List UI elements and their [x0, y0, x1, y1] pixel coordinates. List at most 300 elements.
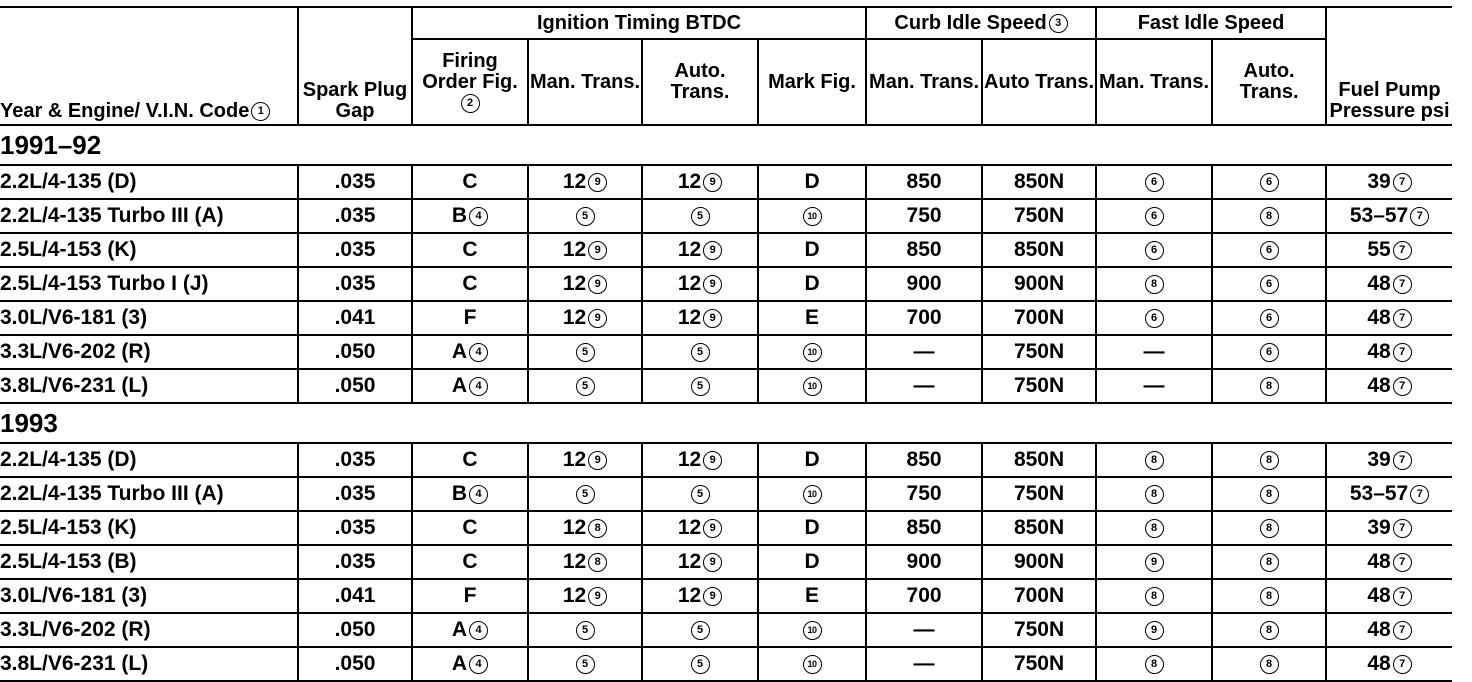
cell-value: .035	[334, 272, 376, 295]
header-fuel-pump: Fuel Pump Pressure psi	[1326, 7, 1452, 125]
cell-value: 850N	[1013, 448, 1065, 471]
cell-fuel-pump	[1326, 443, 1452, 477]
cell-value: 48	[1367, 272, 1391, 295]
cell-value: B	[451, 204, 468, 227]
footnote-marker: 7	[1393, 451, 1412, 470]
footnote-marker: 10	[803, 343, 822, 362]
cell-fast-man-trans	[1096, 545, 1212, 579]
cell-engine: 3.0L/V6-181 (3)	[0, 301, 298, 335]
cell-curb-man-trans	[866, 233, 982, 267]
cell-fuel-pump	[1326, 477, 1452, 511]
footnote-marker: 4	[469, 621, 488, 640]
cell-value: 12	[562, 170, 587, 193]
cell-value: 850	[906, 170, 942, 193]
cell-value: .050	[334, 340, 376, 363]
footnote-marker: 2	[461, 94, 480, 113]
cell-value: —	[913, 652, 935, 675]
cell-value: 39	[1367, 448, 1391, 471]
cell-value: 48	[1367, 618, 1391, 641]
table-row	[0, 443, 1452, 477]
cell-fast-auto-trans	[1212, 267, 1326, 301]
cell-curb-auto-trans	[982, 335, 1096, 369]
cell-curb-auto-trans	[982, 545, 1096, 579]
cell-value: 48	[1367, 306, 1391, 329]
cell-firing-order	[412, 647, 528, 681]
footnote-marker: 8	[1260, 655, 1279, 674]
footnote-marker: 9	[588, 309, 607, 328]
cell-value: —	[1143, 340, 1165, 363]
cell-value: 12	[677, 516, 702, 539]
cell-firing-order	[412, 165, 528, 199]
cell-value: 850	[906, 238, 942, 261]
cell-value: C	[462, 272, 478, 295]
cell-value: 850	[906, 516, 942, 539]
cell-engine: 2.5L/4-153 Turbo I (J)	[0, 267, 298, 301]
cell-curb-auto-trans	[982, 647, 1096, 681]
footnote-marker: 4	[469, 343, 488, 362]
header-curb-idle	[866, 7, 1096, 39]
tune-up-spec-table	[0, 6, 1452, 682]
footnote-marker: 9	[703, 519, 722, 538]
cell-value: 12	[562, 306, 587, 329]
cell-value: D	[804, 272, 820, 295]
cell-value: .035	[334, 550, 376, 573]
cell-value: 39	[1367, 516, 1391, 539]
cell-firing-order	[412, 443, 528, 477]
cell-value: A	[451, 374, 468, 397]
footnote-marker: 6	[1145, 309, 1164, 328]
cell-curb-man-trans	[866, 335, 982, 369]
header-ign-man-trans: Man. Trans.	[528, 39, 642, 125]
cell-ign-auto-trans	[642, 335, 758, 369]
cell-value: .050	[334, 652, 376, 675]
footnote-marker: 4	[469, 485, 488, 504]
cell-engine: 2.5L/4-153 (B)	[0, 545, 298, 579]
footnote-marker: 8	[588, 553, 607, 572]
cell-fast-auto-trans	[1212, 647, 1326, 681]
cell-fast-man-trans	[1096, 443, 1212, 477]
cell-curb-man-trans	[866, 579, 982, 613]
footnote-marker: 8	[1260, 451, 1279, 470]
header-ign-auto-trans: Auto. Trans.	[642, 39, 758, 125]
footnote-marker: 7	[1393, 519, 1412, 538]
cell-engine: 2.5L/4-153 (K)	[0, 233, 298, 267]
cell-ign-man-trans	[528, 335, 642, 369]
cell-firing-order	[412, 545, 528, 579]
cell-spark-plug-gap	[298, 613, 412, 647]
cell-value: D	[804, 448, 820, 471]
cell-ign-man-trans	[528, 165, 642, 199]
cell-ign-auto-trans	[642, 647, 758, 681]
footnote-marker: 7	[1393, 655, 1412, 674]
table-row	[0, 335, 1452, 369]
footnote-marker: 7	[1393, 343, 1412, 362]
cell-value: 12	[562, 448, 587, 471]
cell-mark-fig	[758, 647, 866, 681]
footnote-marker: 8	[1145, 275, 1164, 294]
cell-curb-man-trans	[866, 477, 982, 511]
cell-ign-man-trans	[528, 369, 642, 403]
cell-value: D	[804, 516, 820, 539]
cell-mark-fig	[758, 233, 866, 267]
footnote-marker: 10	[803, 485, 822, 504]
cell-value: 750N	[1013, 618, 1065, 641]
cell-value: .050	[334, 618, 376, 641]
cell-value: 12	[562, 272, 587, 295]
table-row	[0, 579, 1452, 613]
footnote-marker: 8	[1260, 207, 1279, 226]
cell-fuel-pump	[1326, 335, 1452, 369]
footnote-marker: 8	[1145, 519, 1164, 538]
cell-fast-man-trans	[1096, 477, 1212, 511]
cell-fuel-pump	[1326, 369, 1452, 403]
footnote-marker: 9	[588, 451, 607, 470]
header-mark-fig: Mark Fig.	[758, 39, 866, 125]
footnote-marker: 8	[1145, 587, 1164, 606]
cell-firing-order	[412, 477, 528, 511]
year-heading: 1993	[0, 407, 58, 438]
cell-mark-fig	[758, 335, 866, 369]
cell-spark-plug-gap	[298, 647, 412, 681]
cell-value: F	[463, 584, 477, 607]
footnote-marker: 6	[1260, 241, 1279, 260]
footnote-marker: 5	[576, 485, 595, 504]
footnote-marker: 5	[576, 343, 595, 362]
footnote-marker: 8	[1260, 587, 1279, 606]
footnote-marker: 5	[576, 621, 595, 640]
cell-engine: 3.3L/V6-202 (R)	[0, 613, 298, 647]
header-firing-order	[412, 39, 528, 125]
cell-fuel-pump	[1326, 613, 1452, 647]
year-heading: 1991–92	[0, 129, 102, 160]
footnote-marker: 6	[1260, 173, 1279, 192]
cell-fast-auto-trans	[1212, 301, 1326, 335]
footnote-marker: 7	[1393, 309, 1412, 328]
cell-value: 12	[562, 238, 587, 261]
footnote-marker: 5	[576, 377, 595, 396]
header-fast-man-trans: Man. Trans.	[1096, 39, 1212, 125]
footnote-marker: 4	[469, 655, 488, 674]
cell-firing-order	[412, 579, 528, 613]
cell-value: 48	[1367, 584, 1391, 607]
cell-spark-plug-gap	[298, 477, 412, 511]
cell-ign-auto-trans	[642, 165, 758, 199]
cell-value: 850	[906, 448, 942, 471]
cell-value: A	[451, 652, 468, 675]
footnote-marker: 7	[1393, 173, 1412, 192]
cell-fast-man-trans	[1096, 199, 1212, 233]
cell-value: 12	[677, 306, 702, 329]
cell-value: 850N	[1013, 516, 1065, 539]
footnote-marker: 10	[803, 621, 822, 640]
footnote-marker: 7	[1393, 553, 1412, 572]
header-fast-idle: Fast Idle Speed	[1096, 7, 1326, 39]
cell-value: 12	[677, 238, 702, 261]
cell-fast-auto-trans	[1212, 477, 1326, 511]
footnote-marker: 8	[588, 519, 607, 538]
cell-fuel-pump	[1326, 301, 1452, 335]
cell-fast-auto-trans	[1212, 233, 1326, 267]
cell-ign-man-trans	[528, 267, 642, 301]
footnote-marker: 9	[588, 241, 607, 260]
cell-firing-order	[412, 335, 528, 369]
cell-mark-fig	[758, 579, 866, 613]
footnote-marker: 6	[1145, 241, 1164, 260]
table-row	[0, 301, 1452, 335]
cell-mark-fig	[758, 165, 866, 199]
cell-value: 700	[906, 306, 942, 329]
footnote-marker: 5	[576, 207, 595, 226]
cell-spark-plug-gap	[298, 369, 412, 403]
table-row	[0, 647, 1452, 681]
cell-curb-auto-trans	[982, 579, 1096, 613]
header-curb-idle-label: Curb Idle Speed	[894, 11, 1047, 34]
cell-curb-auto-trans	[982, 443, 1096, 477]
cell-spark-plug-gap	[298, 301, 412, 335]
cell-ign-man-trans	[528, 613, 642, 647]
cell-value: C	[462, 448, 478, 471]
footnote-marker: 8	[1145, 485, 1164, 504]
cell-value: .041	[334, 584, 376, 607]
cell-value: —	[1143, 374, 1165, 397]
cell-ign-auto-trans	[642, 301, 758, 335]
cell-fast-auto-trans	[1212, 165, 1326, 199]
cell-firing-order	[412, 511, 528, 545]
cell-spark-plug-gap	[298, 511, 412, 545]
cell-spark-plug-gap	[298, 267, 412, 301]
cell-curb-man-trans	[866, 647, 982, 681]
header-firing-order-label: Firing Order Fig.	[422, 49, 518, 93]
cell-value: 900	[906, 272, 942, 295]
cell-value: 750N	[1013, 374, 1065, 397]
cell-ign-auto-trans	[642, 613, 758, 647]
header-curb-auto-trans: Auto Trans.	[982, 39, 1096, 125]
cell-fast-man-trans	[1096, 369, 1212, 403]
cell-value: 750	[906, 204, 942, 227]
cell-value: .035	[334, 516, 376, 539]
cell-mark-fig	[758, 613, 866, 647]
footnote-marker: 9	[703, 309, 722, 328]
cell-curb-man-trans	[866, 511, 982, 545]
footnote-marker: 5	[691, 207, 710, 226]
table-body	[0, 125, 1452, 681]
cell-fuel-pump	[1326, 165, 1452, 199]
cell-curb-man-trans	[866, 613, 982, 647]
table-row	[0, 477, 1452, 511]
cell-fast-auto-trans	[1212, 443, 1326, 477]
cell-value: .035	[334, 482, 376, 505]
cell-curb-man-trans	[866, 545, 982, 579]
cell-value: 700N	[1013, 584, 1065, 607]
cell-fast-auto-trans	[1212, 545, 1326, 579]
cell-ign-auto-trans	[642, 233, 758, 267]
cell-engine: 3.8L/V6-231 (L)	[0, 647, 298, 681]
cell-curb-auto-trans	[982, 165, 1096, 199]
cell-mark-fig	[758, 443, 866, 477]
table-row	[0, 199, 1452, 233]
cell-value: 48	[1367, 652, 1391, 675]
cell-value: .050	[334, 374, 376, 397]
table-row	[0, 613, 1452, 647]
cell-spark-plug-gap	[298, 233, 412, 267]
cell-engine: 3.8L/V6-231 (L)	[0, 369, 298, 403]
cell-fast-man-trans	[1096, 511, 1212, 545]
cell-curb-auto-trans	[982, 267, 1096, 301]
cell-firing-order	[412, 301, 528, 335]
footnote-marker: 8	[1145, 451, 1164, 470]
footnote-marker: 9	[703, 173, 722, 192]
cell-value: 900	[906, 550, 942, 573]
cell-curb-man-trans	[866, 267, 982, 301]
cell-ign-auto-trans	[642, 477, 758, 511]
cell-ign-man-trans	[528, 647, 642, 681]
cell-mark-fig	[758, 477, 866, 511]
cell-value: 850N	[1013, 170, 1065, 193]
footnote-marker: 9	[588, 587, 607, 606]
cell-value: C	[462, 170, 478, 193]
cell-fast-man-trans	[1096, 613, 1212, 647]
cell-curb-auto-trans	[982, 613, 1096, 647]
cell-value: B	[451, 482, 468, 505]
cell-value: A	[451, 618, 468, 641]
footnote-marker: 1	[251, 102, 270, 121]
cell-value: 700	[906, 584, 942, 607]
cell-value: 12	[677, 170, 702, 193]
footnote-marker: 10	[803, 377, 822, 396]
cell-curb-auto-trans	[982, 511, 1096, 545]
cell-spark-plug-gap	[298, 199, 412, 233]
cell-fuel-pump	[1326, 511, 1452, 545]
cell-mark-fig	[758, 511, 866, 545]
footnote-marker: 10	[803, 655, 822, 674]
cell-value: D	[804, 238, 820, 261]
cell-spark-plug-gap	[298, 165, 412, 199]
footnote-marker: 7	[1410, 485, 1429, 504]
cell-fuel-pump	[1326, 579, 1452, 613]
footnote-marker: 10	[803, 207, 822, 226]
cell-ign-man-trans	[528, 477, 642, 511]
cell-engine: 2.2L/4-135 (D)	[0, 443, 298, 477]
cell-fast-man-trans	[1096, 335, 1212, 369]
cell-value: .041	[334, 306, 376, 329]
table-row	[0, 369, 1452, 403]
cell-fuel-pump	[1326, 647, 1452, 681]
cell-curb-auto-trans	[982, 477, 1096, 511]
footnote-marker: 5	[691, 377, 710, 396]
footnote-marker: 9	[1145, 553, 1164, 572]
cell-ign-auto-trans	[642, 511, 758, 545]
cell-value: 53–57	[1349, 204, 1409, 227]
footnote-marker: 8	[1260, 519, 1279, 538]
cell-firing-order	[412, 199, 528, 233]
footnote-marker: 8	[1260, 485, 1279, 504]
cell-curb-auto-trans	[982, 301, 1096, 335]
cell-value: .035	[334, 204, 376, 227]
footnote-marker: 9	[703, 451, 722, 470]
footnote-marker: 7	[1393, 275, 1412, 294]
cell-mark-fig	[758, 545, 866, 579]
footnote-marker: 7	[1393, 621, 1412, 640]
header-ignition-timing: Ignition Timing BTDC	[412, 7, 866, 39]
cell-value: 12	[677, 550, 702, 573]
year-section-row	[0, 403, 1452, 443]
cell-curb-man-trans	[866, 165, 982, 199]
footnote-marker: 9	[588, 173, 607, 192]
cell-value: C	[462, 550, 478, 573]
header-fast-auto-trans: Auto. Trans.	[1212, 39, 1326, 125]
cell-value: .035	[334, 238, 376, 261]
cell-value: 700N	[1013, 306, 1065, 329]
cell-fast-man-trans	[1096, 267, 1212, 301]
cell-firing-order	[412, 369, 528, 403]
cell-curb-man-trans	[866, 301, 982, 335]
footnote-marker: 5	[576, 655, 595, 674]
cell-curb-auto-trans	[982, 199, 1096, 233]
cell-ign-auto-trans	[642, 579, 758, 613]
footnote-marker: 4	[469, 377, 488, 396]
cell-ign-auto-trans	[642, 369, 758, 403]
cell-value: 48	[1367, 340, 1391, 363]
cell-fast-man-trans	[1096, 233, 1212, 267]
footnote-marker: 3	[1049, 14, 1068, 33]
cell-value: 750N	[1013, 652, 1065, 675]
cell-value: 12	[677, 272, 702, 295]
cell-ign-auto-trans	[642, 443, 758, 477]
table-row	[0, 511, 1452, 545]
cell-engine: 2.2L/4-135 Turbo III (A)	[0, 199, 298, 233]
footnote-marker: 8	[1260, 553, 1279, 572]
cell-value: 750N	[1013, 340, 1065, 363]
cell-fast-auto-trans	[1212, 613, 1326, 647]
cell-value: —	[913, 618, 935, 641]
cell-spark-plug-gap	[298, 443, 412, 477]
cell-value: 12	[677, 448, 702, 471]
footnote-marker: 8	[1260, 377, 1279, 396]
cell-spark-plug-gap	[298, 335, 412, 369]
cell-engine: 3.0L/V6-181 (3)	[0, 579, 298, 613]
table-row	[0, 545, 1452, 579]
year-section-row	[0, 125, 1452, 165]
cell-value: .035	[334, 170, 376, 193]
footnote-marker: 9	[703, 553, 722, 572]
cell-value: E	[805, 306, 820, 329]
cell-fast-auto-trans	[1212, 335, 1326, 369]
cell-value: 900N	[1013, 272, 1065, 295]
cell-value: 750	[906, 482, 942, 505]
cell-fuel-pump	[1326, 267, 1452, 301]
cell-value: 55	[1367, 238, 1391, 261]
cell-fast-man-trans	[1096, 579, 1212, 613]
cell-firing-order	[412, 267, 528, 301]
cell-value: 39	[1367, 170, 1391, 193]
cell-value: 750N	[1013, 204, 1065, 227]
footnote-marker: 7	[1393, 241, 1412, 260]
cell-engine: 2.2L/4-135 Turbo III (A)	[0, 477, 298, 511]
footnote-marker: 7	[1393, 587, 1412, 606]
header-year-engine-label: Year & Engine/ V.I.N. Code	[0, 100, 250, 122]
cell-ign-man-trans	[528, 579, 642, 613]
header-curb-man-trans: Man. Trans.	[866, 39, 982, 125]
cell-fast-auto-trans	[1212, 579, 1326, 613]
cell-curb-man-trans	[866, 369, 982, 403]
footnote-marker: 6	[1145, 207, 1164, 226]
cell-ign-auto-trans	[642, 545, 758, 579]
cell-value: A	[451, 340, 468, 363]
cell-ign-man-trans	[528, 301, 642, 335]
footnote-marker: 8	[1145, 655, 1164, 674]
cell-value: C	[462, 516, 478, 539]
footnote-marker: 9	[1145, 621, 1164, 640]
